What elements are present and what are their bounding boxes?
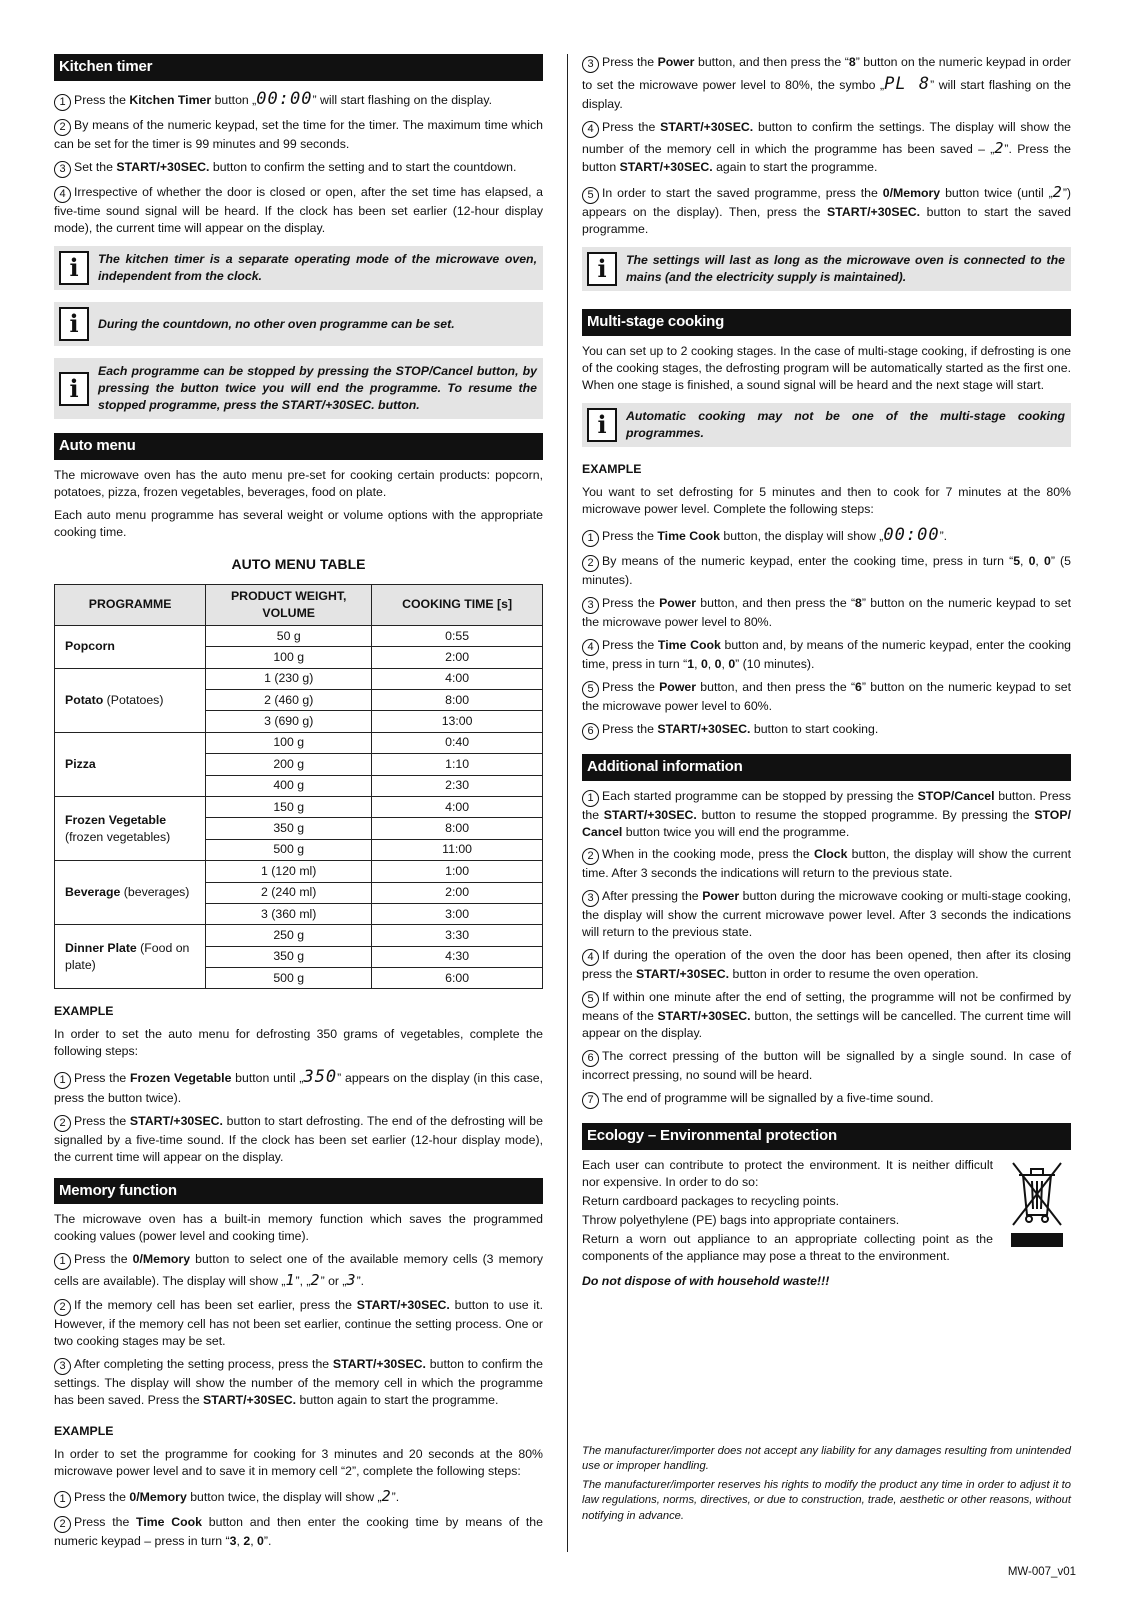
- weight-cell: 350 g: [206, 946, 372, 967]
- weight-cell: 500 g: [206, 968, 372, 989]
- info-note: i Each programme can be stopped by pressing the STOP/Cancel button, by pressing the button twice you will end the programme. To resume the stopped programme, press the START/+30SEC. button.: [54, 358, 543, 419]
- time-cell: 3:00: [372, 903, 543, 924]
- paragraph: You can set up to 2 cooking stages. In the case of multi-stage cooking, if defrosting is one of the cooking stages, the defrosting program will be automatically started as the first one. When one stage is finished, a sound signal will be heard and the next stage will start.: [582, 343, 1071, 392]
- weight-cell: 200 g: [206, 754, 372, 775]
- col-header: PRODUCT WEIGHT, VOLUME: [206, 584, 372, 625]
- time-cell: 2:30: [372, 775, 543, 796]
- mem-step-2: 2 If the memory cell has been set earlier, press the START/+30SEC. button to use it. However, if the memory cell has not been set earlier, continue the setting process. One or two cooking stages may be set.: [54, 1298, 543, 1349]
- table-row: [55, 796, 543, 817]
- weight-cell: 350 g: [206, 818, 372, 839]
- paragraph: In order to set the programme for cooking for 3 minutes and 20 seconds at the 80% microwave power level and to save it in memory cell “2”, complete the following steps:: [54, 1446, 543, 1478]
- ai-step-3: 3 After pressing the Power button during the microwave cooking or multi-stage cooking, the display will show the current microwave power level. After 3 seconds the indications will return to the previous state.: [582, 889, 1071, 940]
- paragraph: Throw polyethylene (PE) bags into appropriate containers.: [582, 1212, 900, 1227]
- column-divider: [567, 54, 568, 1552]
- weight-cell: 50 g: [206, 625, 372, 646]
- weight-cell: 250 g: [206, 925, 372, 946]
- col-header: PROGRAMME: [55, 584, 206, 625]
- col-header: COOKING TIME [s]: [372, 584, 543, 625]
- example-label: EXAMPLE: [54, 1004, 114, 1019]
- paragraph: Return cardboard packages to recycling points.: [582, 1193, 840, 1208]
- paragraph: The microwave oven has a built-in memory function which saves the programmed cooking values (power level and cooking time).: [54, 1212, 543, 1244]
- ecology-block: [582, 1157, 1071, 1273]
- kt-step-4: 4 Irrespective of whether the door is closed or open, after the set time has elapsed, a five-time sound signal will be heard. If the clock has been set earlier (12-hour display mode), the current time will appear on the display.: [54, 185, 543, 236]
- document-id: MW-007_v01: [1007, 1566, 1076, 1578]
- time-cell: 4:00: [372, 796, 543, 817]
- ai-step-4: 4 If during the operation of the oven the door has been opened, then after its closing press the START/+30SEC. button in order to resume the oven operation.: [582, 948, 1071, 982]
- programme-cell: Beverage (beverages): [55, 861, 206, 925]
- programme-cell: Frozen Vegetable (frozen vegetables): [55, 796, 206, 860]
- ms-step-6: 6 Press the START/+30SEC. button to start cooking.: [582, 721, 1071, 740]
- mem-example-step-5: 5 In order to start the saved programme, press the 0/Memory button twice (until „2”) appears on the display). Then, press the START/+30SEC. button to start the saved programme.: [582, 183, 1072, 237]
- table-row: [55, 668, 543, 689]
- time-cell: 6:00: [372, 968, 543, 989]
- info-icon: i: [58, 372, 90, 406]
- paragraph: Return a worn out appliance to an appropriate collecting point as the components of the appliance may pose a threat to the environment.: [582, 1231, 993, 1263]
- time-cell: 0:55: [372, 625, 543, 646]
- info-icon: i: [58, 307, 90, 341]
- time-cell: 1:10: [372, 754, 543, 775]
- mem-example-step-2: 2 Press the Time Cook button and then enter the cooking time by means of the numeric keypad – press in turn “3, 2, 0”.: [54, 1514, 543, 1548]
- section-heading-multi-stage: Multi-stage cooking: [582, 309, 1071, 336]
- right-column: [582, 54, 1071, 1296]
- auto-menu-table: [54, 584, 543, 990]
- weight-cell: 3 (690 g): [206, 711, 372, 732]
- mem-example-step-1: 1 Press the 0/Memory button twice, the display will show „2”.: [54, 1486, 543, 1508]
- disposal-warning: Do not dispose of with household waste!!!: [582, 1273, 830, 1288]
- kt-step-1: 1 Press the Kitchen Timer button „00:00” will start flashing on the display.: [54, 88, 543, 111]
- ai-step-1: 1 Each started programme can be stopped by pressing the STOP/Cancel button. Press the START/+30SEC. button to resume the stopped programme. By pressing the STOP/ Cancel button twice you will end the programme.: [582, 788, 1071, 839]
- weight-cell: 1 (120 ml): [206, 861, 372, 882]
- time-cell: 4:30: [372, 946, 543, 967]
- programme-cell: Popcorn: [55, 625, 206, 668]
- example-label: EXAMPLE: [54, 1423, 114, 1438]
- weight-cell: 1 (230 g): [206, 668, 372, 689]
- programme-cell: Potato (Potatoes): [55, 668, 206, 732]
- mem-step-1: 1 Press the 0/Memory button to select one of the available memory cells (3 memory cells are available). The display will show „1”, „2” or „3”.: [54, 1252, 543, 1290]
- am-example-step-1: 1 Press the Frozen Vegetable button until „350” appears on the display (in this case, press the button twice).: [54, 1067, 544, 1105]
- info-note: i Automatic cooking may not be one of the multi-stage cooking programmes.: [582, 403, 1071, 447]
- mem-step-3: 3 After completing the setting process, press the START/+30SEC. button to confirm the settings. The display will show the number of the memory cell in which the programme has been saved. Press the START/+30SEC. button again to start the programme.: [54, 1356, 543, 1407]
- programme-cell: Dinner Plate (Food on plate): [55, 925, 206, 989]
- section-heading-additional: Additional information: [582, 754, 1071, 781]
- time-cell: 0:40: [372, 732, 543, 753]
- time-cell: 8:00: [372, 690, 543, 711]
- paragraph: In order to set the auto menu for defrosting 350 grams of vegetables, complete the following steps:: [54, 1027, 543, 1059]
- mem-example-step-3: 3 Press the Power button, and then press the “8” button on the numeric keypad in order to set the microwave power level to 80%, the symbo „PL 8” will start flashing on the display.: [582, 55, 1071, 112]
- rights-text: The manufacturer/importer reserves his rights to modify the product any time in order to adjust it to law regulations, norms, directives, or due to construction, trade, aesthetic or other reasons, without notifying in advance.: [582, 1478, 1071, 1522]
- section-heading-ecology: Ecology – Environmental protection: [582, 1123, 1071, 1150]
- ms-step-5: 5 Press the Power button, and then press the “6” button on the numeric keypad to set the microwave power level to 60%.: [582, 679, 1071, 713]
- paragraph: The microwave oven has the auto menu pre-set for cooking certain products: popcorn, potatoes, pizza, frozen vegetables, beverages, food on plate.: [54, 467, 543, 499]
- paragraph: You want to set defrosting for 5 minutes and then to cook for 7 minutes at the 80% microwave power level. Complete the following steps:: [582, 484, 1071, 516]
- time-cell: 11:00: [372, 839, 543, 860]
- weight-cell: 100 g: [206, 732, 372, 753]
- info-note: i During the countdown, no other oven programme can be set.: [54, 302, 543, 346]
- programme-cell: Pizza: [55, 732, 206, 796]
- info-icon: i: [586, 408, 618, 442]
- weight-cell: 150 g: [206, 796, 372, 817]
- display-segment: 00:00: [256, 88, 313, 109]
- weight-cell: 500 g: [206, 839, 372, 860]
- kt-step-2: 2 By means of the numeric keypad, set the time for the timer. The maximum time which can be set for the timer is 99 minutes and 99 seconds.: [54, 118, 543, 152]
- time-cell: 2:00: [372, 882, 543, 903]
- info-note: i The settings will last as long as the microwave oven is connected to the mains (and the electricity supply is maintained).: [582, 247, 1071, 291]
- ms-step-3: 3 Press the Power button, and then press the “8” button on the numeric keypad to set the microwave power level to 80%.: [582, 595, 1071, 629]
- section-heading-auto-menu: Auto menu: [54, 433, 543, 460]
- weight-cell: 2 (240 ml): [206, 882, 372, 903]
- weight-cell: 2 (460 g): [206, 690, 372, 711]
- example-label: EXAMPLE: [582, 461, 642, 476]
- ms-step-4: 4 Press the Time Cook button and, by means of the numeric keypad, enter the cooking time, press in turn “1, 0, 0, 0” (10 minutes).: [582, 637, 1071, 671]
- mem-example-step-4: 4 Press the START/+30SEC. button to confirm the settings. The display will show the number of the memory cell in which the programme has been saved – „2”. Press the button START/+30SEC. again to start the programme.: [582, 120, 1071, 175]
- ai-step-7: 7 The end of programme will be signalled by a five-time sound.: [582, 1090, 1071, 1109]
- weight-cell: 100 g: [206, 647, 372, 668]
- ai-step-6: 6 The correct pressing of the button will be signalled by a single sound. In case of incorrect pressing, no sound will be heard.: [582, 1049, 1071, 1083]
- footer-disclaimer: [582, 1444, 1071, 1527]
- time-cell: 1:00: [372, 861, 543, 882]
- table-title: AUTO MENU TABLE: [231, 555, 366, 572]
- info-note: i The kitchen timer is a separate operating mode of the microwave oven, independent from the clock.: [54, 246, 543, 290]
- section-heading-kitchen-timer: Kitchen timer: [54, 54, 543, 81]
- time-cell: 3:30: [372, 925, 543, 946]
- table-row: [55, 925, 543, 946]
- left-column: [54, 54, 543, 1556]
- time-cell: 8:00: [372, 818, 543, 839]
- kt-step-3: 3 Set the START/+30SEC. button to confirm the setting and to start the countdown.: [54, 159, 543, 178]
- paragraph: Each auto menu programme has several weight or volume options with the appropriate cooking time.: [54, 507, 543, 539]
- paragraph: Each user can contribute to protect the environment. It is neither difficult nor expensive. In order to do so:: [582, 1157, 993, 1189]
- table-row: [55, 625, 543, 646]
- ai-step-2: 2 When in the cooking mode, press the Clock button, the display will show the current time. After 3 seconds the indications will return to the previous state.: [582, 847, 1071, 881]
- table-row: [55, 732, 543, 753]
- time-cell: 2:00: [372, 647, 543, 668]
- ms-step-1: 1 Press the Time Cook button, the display will show „00:00”.: [582, 524, 1071, 547]
- liability-text: The manufacturer/importer does not accept any liability for any damages resulting from unintended use or improper handling.: [582, 1445, 1071, 1473]
- info-icon: i: [58, 251, 90, 285]
- am-example-step-2: 2 Press the START/+30SEC. button to start defrosting. The end of the defrosting will be signalled by a five-time sound. If the clock has been set earlier (12-hour display mode), the current time will appear on the display.: [54, 1113, 543, 1164]
- weight-cell: 3 (360 ml): [206, 903, 372, 924]
- section-heading-memory: Memory function: [54, 1178, 543, 1205]
- info-icon: i: [586, 252, 618, 286]
- time-cell: 13:00: [372, 711, 543, 732]
- ms-step-2: 2 By means of the numeric keypad, enter the cooking time, press in turn “5, 0, 0” (5 minutes).: [582, 553, 1071, 587]
- display-segment: 350: [303, 1067, 338, 1088]
- ai-step-5: 5 If within one minute after the end of setting, the programme will not be confirmed by means of the START/+30SEC. button, the settings will be cancelled. The current time will appear on the display.: [582, 990, 1071, 1041]
- weight-cell: 400 g: [206, 775, 372, 796]
- table-row: [55, 861, 543, 882]
- crossed-out-bin-icon: [1007, 1157, 1071, 1273]
- time-cell: 4:00: [372, 668, 543, 689]
